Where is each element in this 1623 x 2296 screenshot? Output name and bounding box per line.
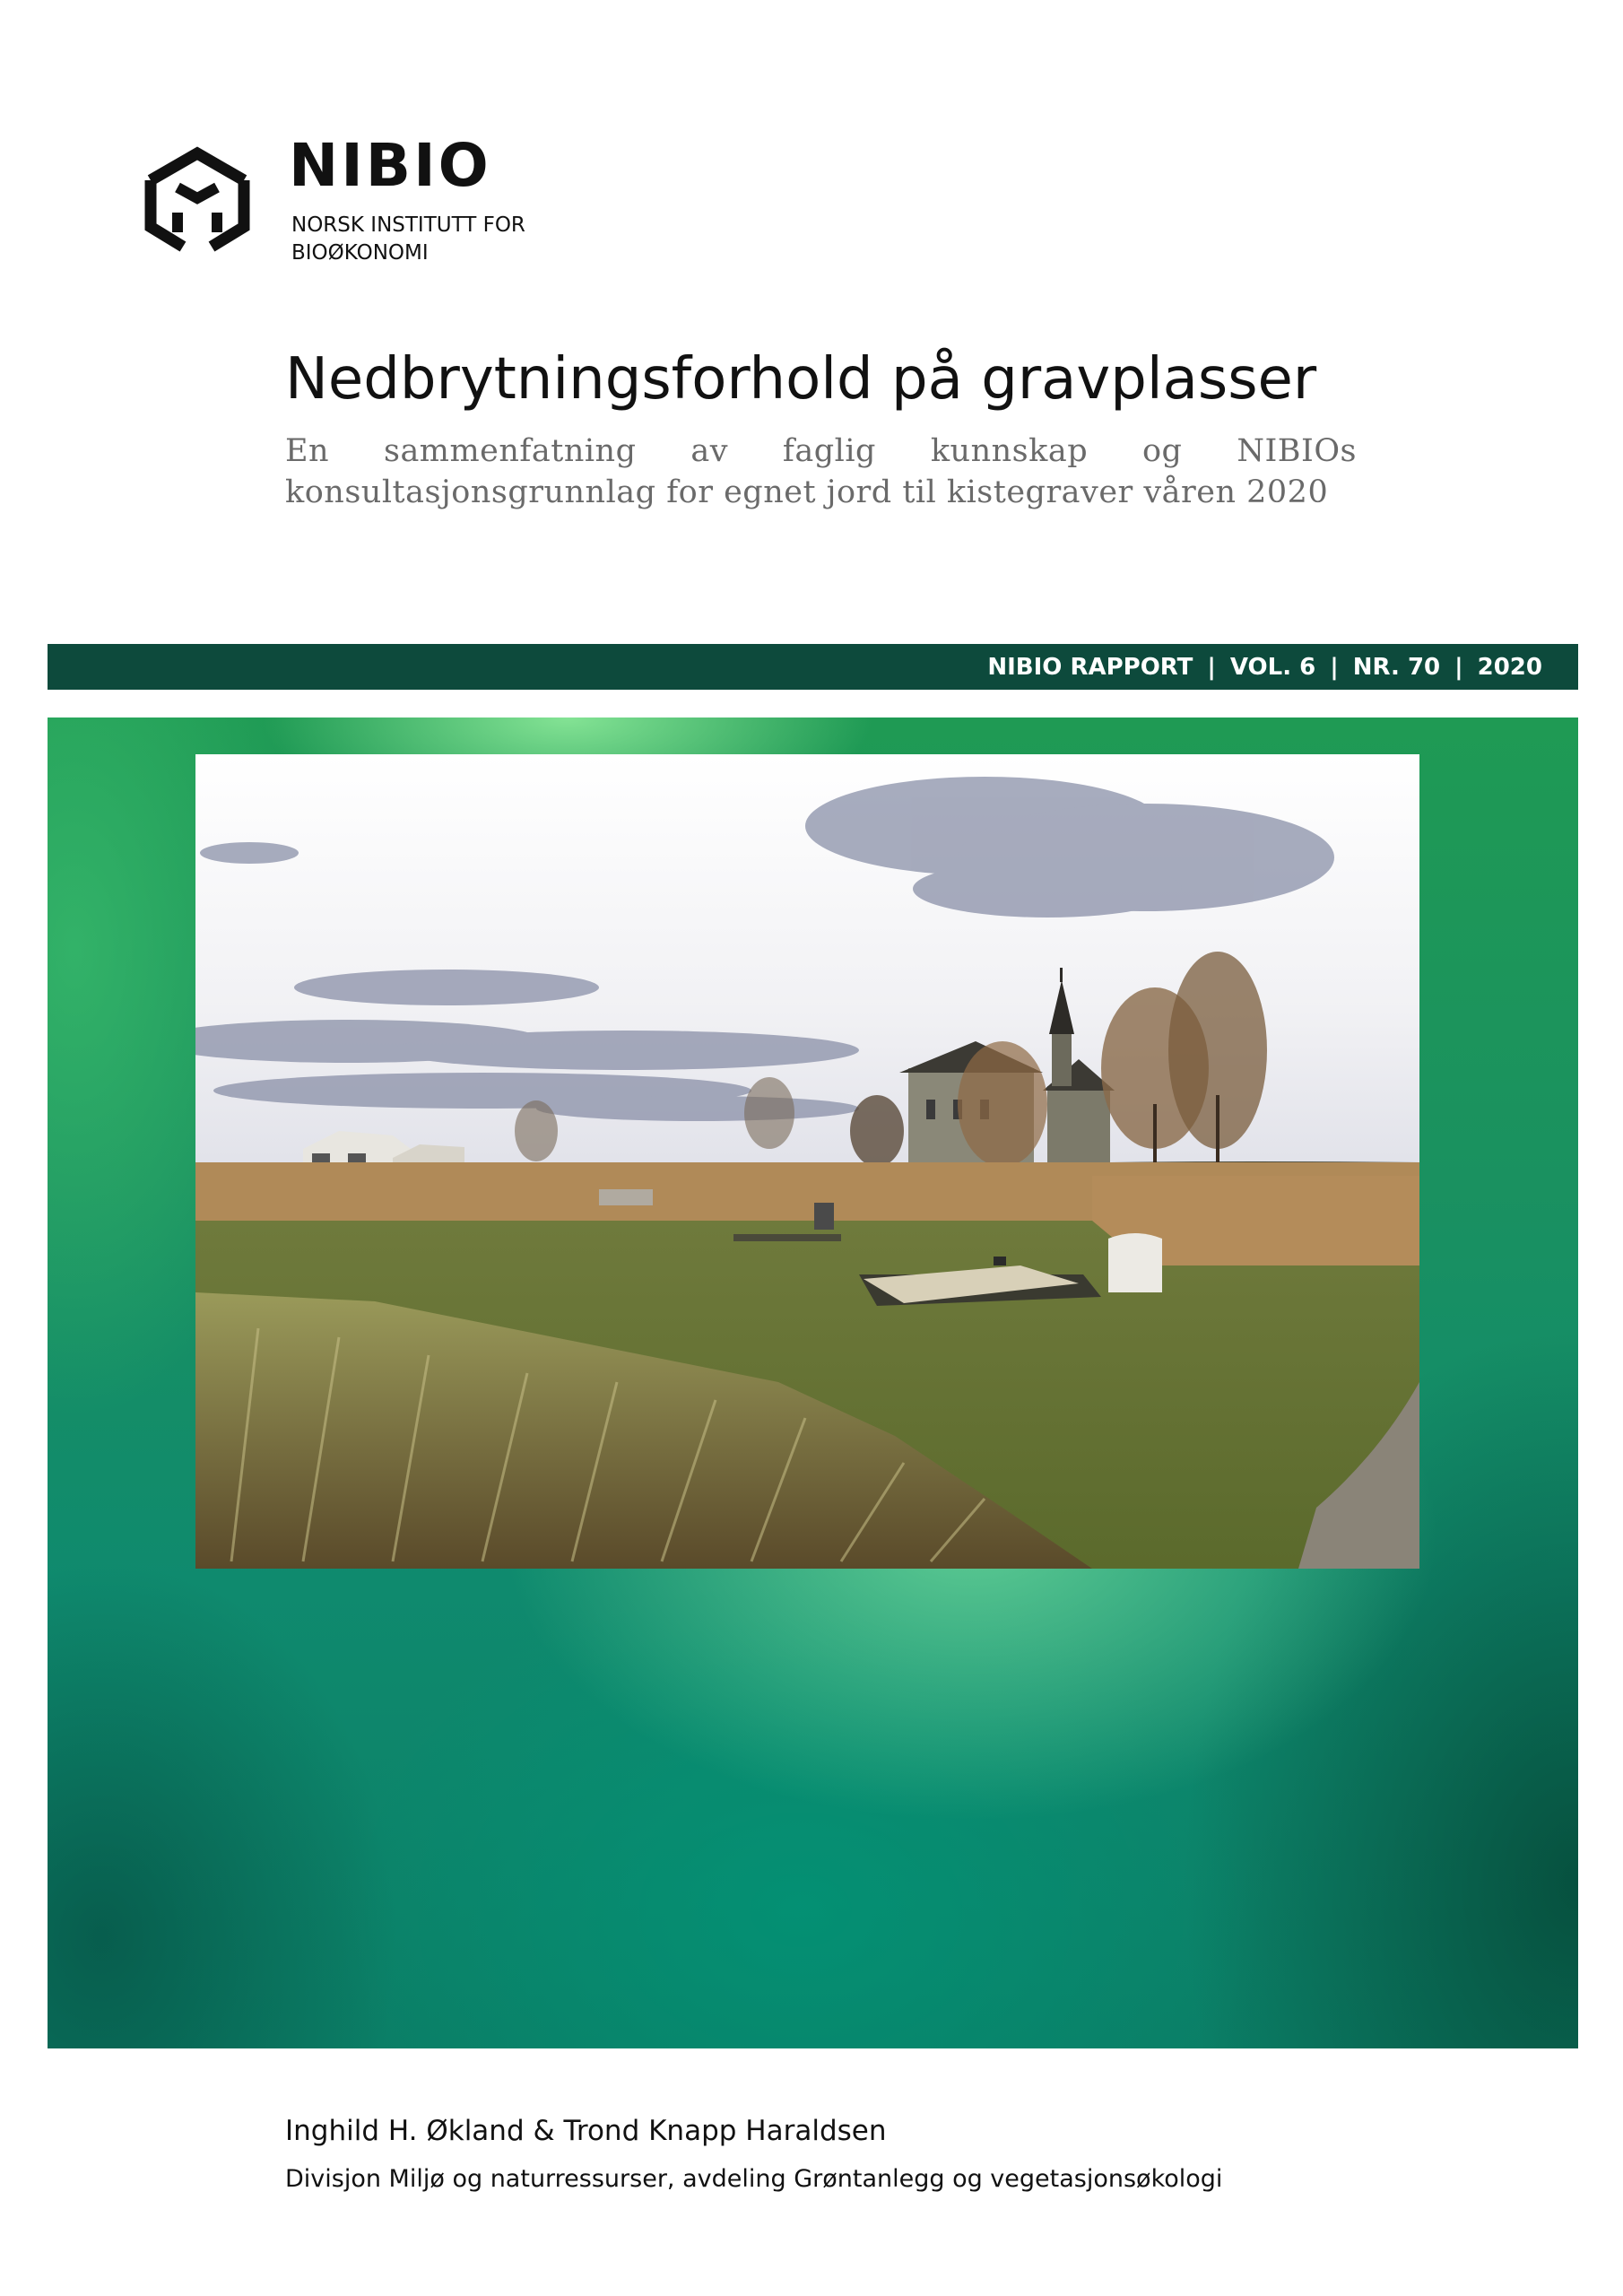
division: Divisjon Miljø og naturressurser, avdeling Grøntanlegg og vegetasjonsøkologi — [285, 2165, 1223, 2193]
series-name: NIBIO RAPPORT — [987, 653, 1193, 681]
series-separator: | — [1207, 653, 1216, 681]
series-separator: | — [1454, 653, 1463, 681]
report-subtitle: En sammenfatning av faglig kunnskap og NIBIOs konsultasjonsgrunnlag for egnet jord til kistegraver våren 2020 — [285, 433, 1357, 510]
series-info-bar — [48, 644, 1578, 690]
nibio-logo-icon — [143, 146, 251, 261]
logo-tagline-line2: BIOØKONOMI — [291, 241, 429, 265]
logo-wordmark: NIBIO — [289, 131, 491, 200]
series-volume: VOL. 6 — [1229, 653, 1316, 681]
series-year: 2020 — [1477, 653, 1542, 681]
series-number: NR. 70 — [1352, 653, 1441, 681]
logo-tagline-line1: NORSK INSTITUTT FOR — [291, 213, 525, 237]
report-title: Nedbrytningsforhold på gravplasser — [285, 346, 1317, 413]
series-separator: | — [1330, 653, 1339, 681]
authors: Inghild H. Økland & Trond Knapp Haraldsen — [285, 2115, 887, 2147]
cover-photo — [195, 754, 1419, 1569]
logo-tagline — [291, 212, 614, 267]
